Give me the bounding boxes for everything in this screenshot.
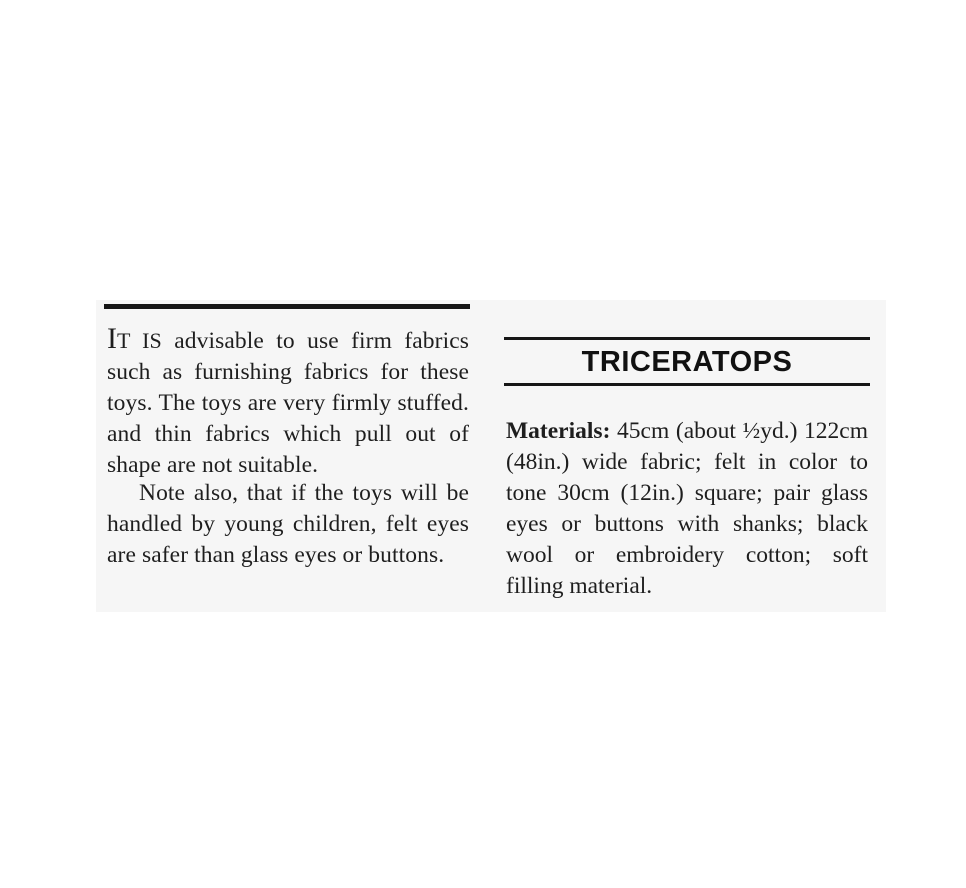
intro-paragraph-text: advisable to use firm fabrics such as furnishing fabrics for these toys. The toys are very firmly stuffed. and thin fabrics which pull out of shape are not suitable.	[107, 328, 469, 478]
note-paragraph: Note also, that if the toys will be handled by young children, felt eyes are safer than glass eyes or buttons.	[107, 480, 469, 568]
lead-initial: I	[107, 322, 117, 355]
materials-paragraph	[506, 416, 868, 602]
section-title: TRICERATOPS	[581, 346, 793, 378]
drop-lead	[107, 322, 162, 355]
title-rule-bottom	[504, 383, 870, 386]
section-rule-left	[104, 304, 470, 309]
intro-paragraph	[107, 323, 469, 481]
title-rule-top	[504, 337, 870, 340]
materials-label: Materials:	[506, 418, 611, 444]
lead-smallcaps: T IS	[117, 328, 162, 353]
materials-text: 45cm (about ½yd.) 122cm (48in.) wide fabric; felt in color to tone 30cm (12in.) square; pair glass eyes or buttons with shanks; black wool or embroidery cotton; soft filling material.	[506, 418, 868, 599]
